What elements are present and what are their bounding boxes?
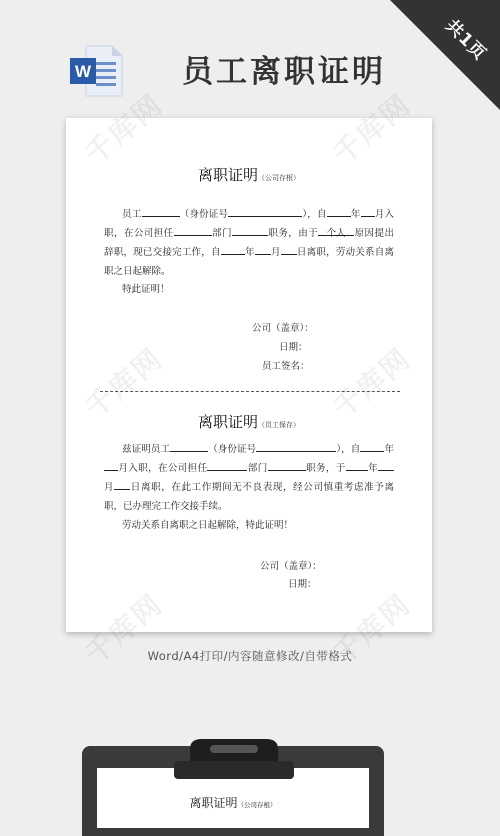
- doc1-employee-signature: 员工签名：: [262, 361, 310, 372]
- blank: [228, 205, 302, 217]
- doc2-title: [66, 411, 432, 432]
- blank: [346, 459, 368, 471]
- doc1-text: 月: [270, 247, 281, 258]
- doc1-text: 日离职，劳动关系自离职: [104, 247, 394, 277]
- doc1-text: 月: [374, 209, 385, 220]
- blank: [221, 243, 245, 255]
- feature-caption: Word/A4打印/内容随意修改/自带格式: [147, 649, 353, 663]
- doc2-text: （身份证号: [208, 444, 257, 455]
- doc1-text: （身份证号: [179, 209, 229, 220]
- page-count-badge: [390, 0, 500, 110]
- doc1-paragraph: [104, 205, 394, 281]
- doc1-title-note: （公司存根）: [258, 174, 300, 182]
- doc2-paragraph: [104, 440, 394, 516]
- blank: [170, 440, 208, 452]
- doc1-text: 原因: [354, 228, 375, 239]
- doc1-text: 入职，在公司担任: [104, 209, 394, 239]
- doc2-title-note: （员工保存）: [258, 421, 300, 429]
- cut-line: [100, 391, 400, 392]
- blank: [361, 205, 375, 217]
- clipboard-clip-icon: [170, 735, 298, 781]
- blank: [255, 243, 271, 255]
- doc2-text: 日: [130, 482, 141, 493]
- blank: [378, 459, 394, 471]
- svg-text:W: W: [74, 62, 92, 81]
- doc2-date: 日期：: [288, 579, 317, 590]
- doc2-title-text: 离职证明: [197, 413, 258, 431]
- doc1-date: 日期：: [279, 342, 308, 353]
- doc2-text: 职务，于: [305, 463, 346, 474]
- doc1-text: 员工: [122, 209, 142, 220]
- doc1-closing-text: 特此证明！: [122, 284, 170, 295]
- blank: [268, 459, 306, 471]
- preview-title-text: 离职证明: [189, 796, 238, 810]
- doc1-text: 提出辞职，现已交接完工作，自: [104, 228, 394, 258]
- doc2-closing: [104, 516, 394, 535]
- blank: [104, 459, 118, 471]
- doc1-text: 部门: [211, 228, 232, 239]
- document-page: [66, 118, 432, 632]
- blank: [174, 224, 212, 236]
- doc1-reason: 个人: [318, 224, 354, 236]
- word-file-icon: [68, 42, 126, 100]
- doc1-text: 年: [244, 247, 255, 258]
- blank: [232, 224, 268, 236]
- doc2-text: 兹证明员工: [122, 444, 171, 455]
- doc2-text: 年: [384, 444, 394, 455]
- blank: [142, 205, 180, 217]
- blank: [256, 440, 336, 452]
- preview-title: [97, 794, 369, 811]
- doc2-closing-text: 劳动关系自离职之日起解除，特此证明！: [122, 520, 294, 531]
- page-title: 员工离职证明: [182, 54, 386, 90]
- blank: [327, 205, 351, 217]
- page-count-text: 共1页: [441, 15, 491, 65]
- doc2-text: 年: [367, 463, 378, 474]
- preview-title-note: （公司存根）: [237, 801, 277, 809]
- doc1-text: 职务，由于: [267, 228, 319, 239]
- blank: [360, 440, 384, 452]
- blank: [114, 478, 130, 490]
- doc2-text: 部门: [247, 463, 268, 474]
- doc1-title: [66, 164, 432, 185]
- doc1-company-seal: 公司（盖章）：: [252, 323, 314, 334]
- doc1-text: ），自: [302, 209, 327, 220]
- doc2-text: ），自: [336, 444, 361, 455]
- doc2-text: 月入职，在公司担任: [118, 463, 208, 474]
- doc1-title-text: 离职证明: [197, 166, 258, 184]
- doc2-company-seal: 公司（盖章）：: [260, 561, 322, 572]
- blank: [207, 459, 247, 471]
- doc2-text: 月: [104, 482, 115, 493]
- doc1-text: 之日起解除。: [113, 266, 171, 277]
- doc2-text: 离职，在此工作期间无不良表现，经公司慎重考虑准予离职，已办理完工作交接手续。: [104, 482, 394, 512]
- doc1-closing: [104, 280, 394, 299]
- blank: [281, 243, 297, 255]
- doc1-text: 年: [350, 209, 361, 220]
